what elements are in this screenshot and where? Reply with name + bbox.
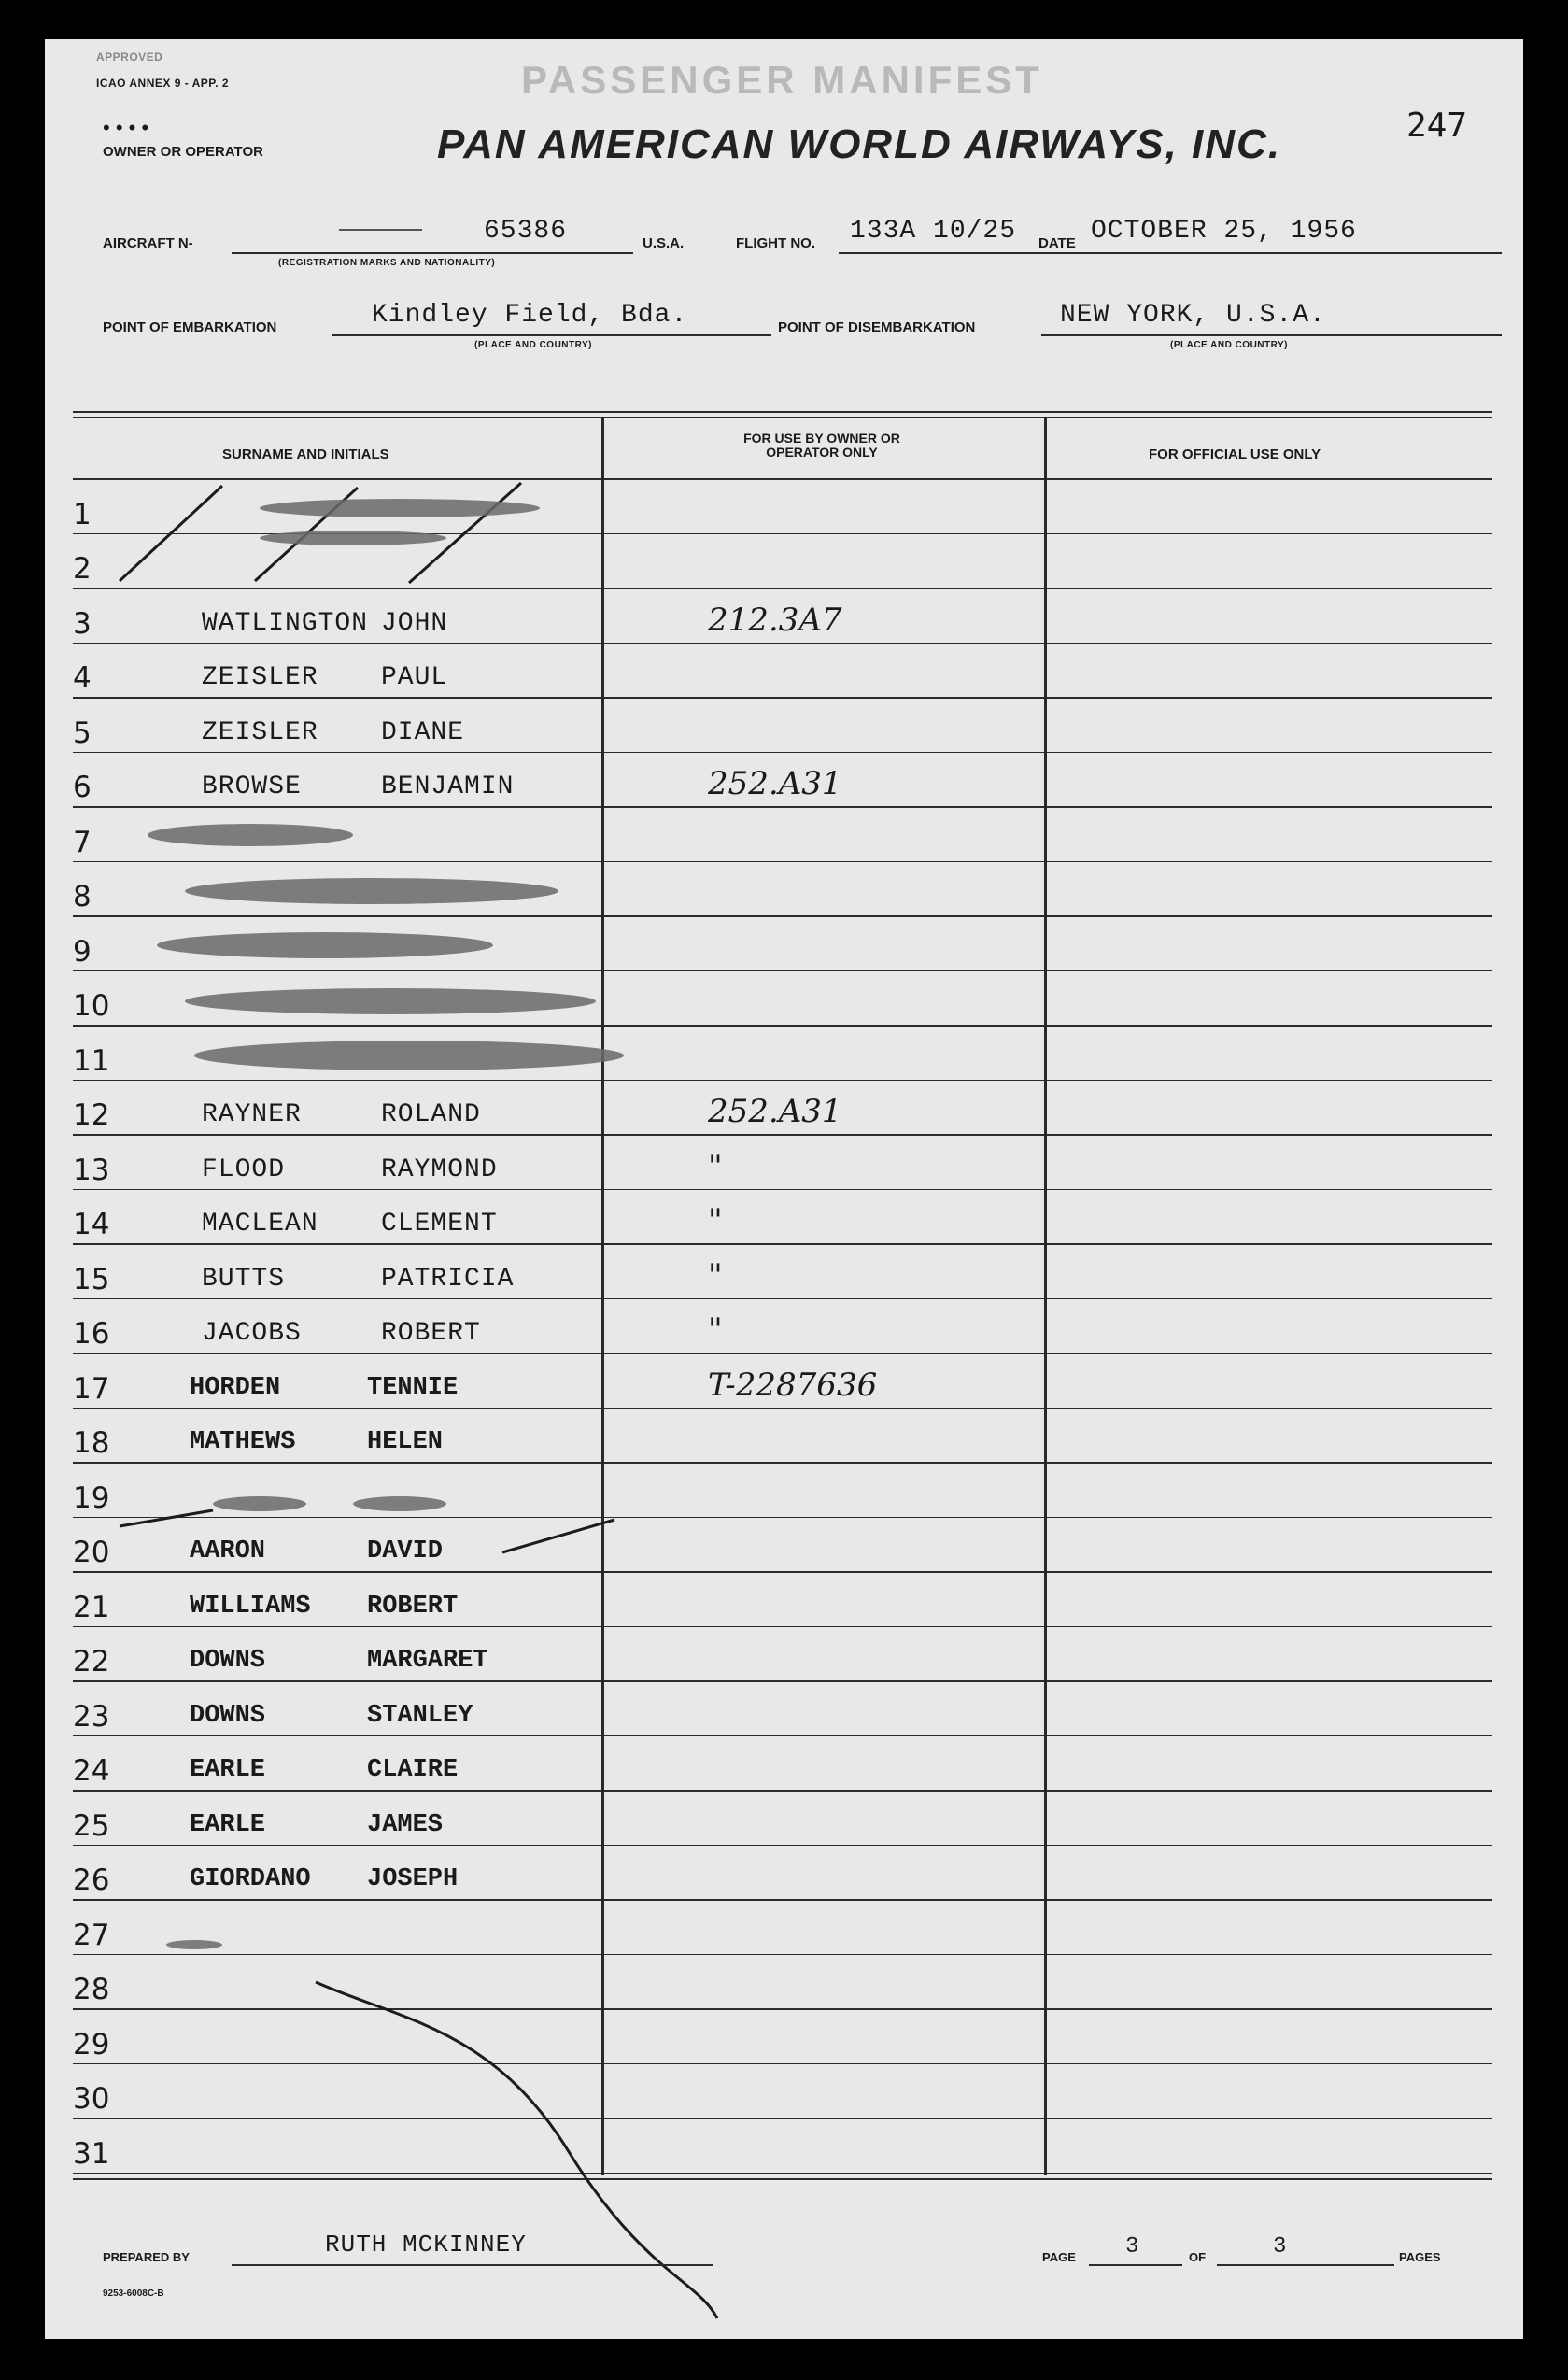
row-number: 10 (73, 989, 110, 1023)
row-number: 4 (73, 661, 92, 695)
row-number: 24 (73, 1754, 110, 1788)
aircraft-label: AIRCRAFT N- (103, 235, 193, 251)
prepared-value: RUTH MCKINNEY (325, 2231, 527, 2259)
form-code: 9253-6008C-B (103, 2288, 164, 2299)
surname-cell: WATLINGTON (202, 608, 369, 638)
row-number: 29 (73, 2027, 110, 2061)
given-name-cell: TENNIE (367, 1373, 459, 1402)
approval-line-1: APPROVED (96, 50, 163, 64)
owner-code-cell: " (708, 1256, 723, 1295)
row-number: 18 (73, 1426, 110, 1460)
aircraft-value: 65386 (484, 217, 568, 246)
flight-label: FLIGHT NO. (736, 235, 815, 251)
country-label: U.S.A. (643, 235, 685, 251)
strikeout-marks-icon (45, 39, 1523, 2339)
form-title: PASSENGER MANIFEST (521, 58, 1043, 102)
owner-code-cell: " (708, 1147, 723, 1185)
given-name-cell: MARGARET (367, 1647, 488, 1675)
given-name-cell: HELEN (367, 1428, 444, 1456)
row-number: 27 (73, 1918, 110, 1952)
surname-cell: AARON (190, 1537, 266, 1565)
manifest-sheet (45, 39, 1523, 2339)
row-number: 19 (73, 1480, 110, 1515)
given-name-cell: ROBERT (381, 1319, 481, 1348)
row-number: 16 (73, 1317, 110, 1351)
owner-label: OWNER OR OPERATOR (103, 144, 263, 160)
owner-code-cell: " (708, 1311, 723, 1349)
embark-value: Kindley Field, Bda. (372, 301, 688, 330)
page-label: PAGE (1042, 2250, 1076, 2264)
row-number: 3 (73, 606, 92, 641)
of-value: 3 (1273, 2234, 1288, 2260)
surname-cell: ZEISLER (202, 663, 318, 692)
given-name-cell: RAYMOND (381, 1155, 498, 1184)
row-number: 15 (73, 1262, 110, 1296)
flight-value: 133A 10/25 (850, 217, 1017, 246)
row-number: 6 (73, 771, 92, 804)
row-number: 30 (73, 2082, 110, 2116)
row-number: 9 (73, 934, 92, 969)
owner-code-cell: 252.A31 (708, 1093, 842, 1130)
given-name-cell: JAMES (367, 1810, 444, 1839)
pages-label: PAGES (1399, 2250, 1441, 2264)
col-header-owner: FOR USE BY OWNER OR OPERATOR ONLY (743, 431, 900, 460)
disembark-label: POINT OF DISEMBARKATION (778, 319, 976, 335)
of-underline (1217, 2264, 1394, 2266)
row-number: 20 (73, 1536, 110, 1569)
given-name-cell: PAUL (381, 663, 448, 692)
row-number: 21 (73, 1590, 110, 1624)
surname-cell: DOWNS (190, 1701, 266, 1730)
given-name-cell: STANLEY (367, 1701, 473, 1730)
owner-dots-icon: • • • • (103, 116, 149, 139)
row-number: 31 (73, 2136, 110, 2171)
given-name-cell: ROLAND (381, 1100, 481, 1129)
row-number: 12 (73, 1098, 110, 1132)
of-label: OF (1189, 2250, 1207, 2264)
surname-cell: MATHEWS (190, 1428, 296, 1456)
owner-code-cell: 252.A31 (708, 765, 842, 802)
surname-cell: ZEISLER (202, 717, 318, 747)
row-number: 2 (73, 552, 92, 586)
given-name-cell: ROBERT (367, 1592, 459, 1621)
surname-cell: BUTTS (202, 1264, 286, 1294)
airline-name: PAN AMERICAN WORLD AIRWAYS, INC. (437, 121, 1282, 167)
owner-code-cell: " (708, 1202, 723, 1240)
surname-cell: BROWSE (202, 772, 302, 801)
owner-code-cell: 212.3A7 (708, 601, 842, 639)
col-header-surname: SURNAME AND INITIALS (222, 446, 389, 462)
given-name-cell: CLAIRE (367, 1756, 459, 1784)
row-number: 23 (73, 1699, 110, 1734)
page-stamp: 247 (1406, 106, 1468, 145)
row-number: 7 (73, 825, 92, 859)
surname-cell: EARLE (190, 1756, 266, 1784)
page-value: 3 (1125, 2234, 1140, 2260)
col-header-official: FOR OFFICIAL USE ONLY (1149, 446, 1321, 462)
given-name-cell: PATRICIA (381, 1264, 515, 1294)
surname-cell: RAYNER (202, 1100, 302, 1129)
disembark-value: NEW YORK, U.S.A. (1060, 301, 1326, 330)
row-number: 17 (73, 1371, 110, 1406)
prepared-underline (232, 2264, 713, 2266)
row-number: 1 (73, 497, 92, 531)
date-value: OCTOBER 25, 1956 (1091, 217, 1357, 246)
surname-cell: MACLEAN (202, 1210, 318, 1239)
given-name-cell: JOSEPH (367, 1865, 459, 1893)
surname-cell: EARLE (190, 1810, 266, 1839)
row-number: 8 (73, 880, 92, 914)
row-number: 22 (73, 1645, 110, 1679)
row-number: 14 (73, 1208, 110, 1241)
given-name-cell: BENJAMIN (381, 772, 515, 801)
surname-cell: JACOBS (202, 1319, 302, 1348)
given-name-cell: DAVID (367, 1537, 444, 1565)
registration-caption: (REGISTRATION MARKS AND NATIONALITY) (278, 258, 496, 268)
given-name-cell: JOHN (381, 608, 448, 638)
surname-cell: FLOOD (202, 1155, 286, 1184)
row-number: 28 (73, 1973, 110, 2006)
surname-cell: HORDEN (190, 1373, 281, 1402)
owner-code-cell: T-2287636 (708, 1366, 878, 1404)
prepared-label: PREPARED BY (103, 2250, 190, 2264)
surname-cell: GIORDANO (190, 1865, 311, 1893)
disembark-caption: (PLACE AND COUNTRY) (1170, 340, 1288, 350)
row-number: 5 (73, 715, 92, 750)
row-number: 11 (73, 1043, 110, 1078)
given-name-cell: CLEMENT (381, 1210, 498, 1239)
embark-label: POINT OF EMBARKATION (103, 319, 277, 335)
page-underline (1089, 2264, 1182, 2266)
row-number: 13 (73, 1153, 110, 1187)
row-number: 26 (73, 1863, 110, 1897)
surname-cell: DOWNS (190, 1647, 266, 1675)
surname-cell: WILLIAMS (190, 1592, 311, 1621)
date-label: DATE (1038, 235, 1076, 251)
given-name-cell: DIANE (381, 717, 465, 747)
embark-caption: (PLACE AND COUNTRY) (474, 340, 592, 350)
row-number: 25 (73, 1808, 110, 1843)
approval-line-2: ICAO ANNEX 9 - APP. 2 (96, 77, 230, 90)
